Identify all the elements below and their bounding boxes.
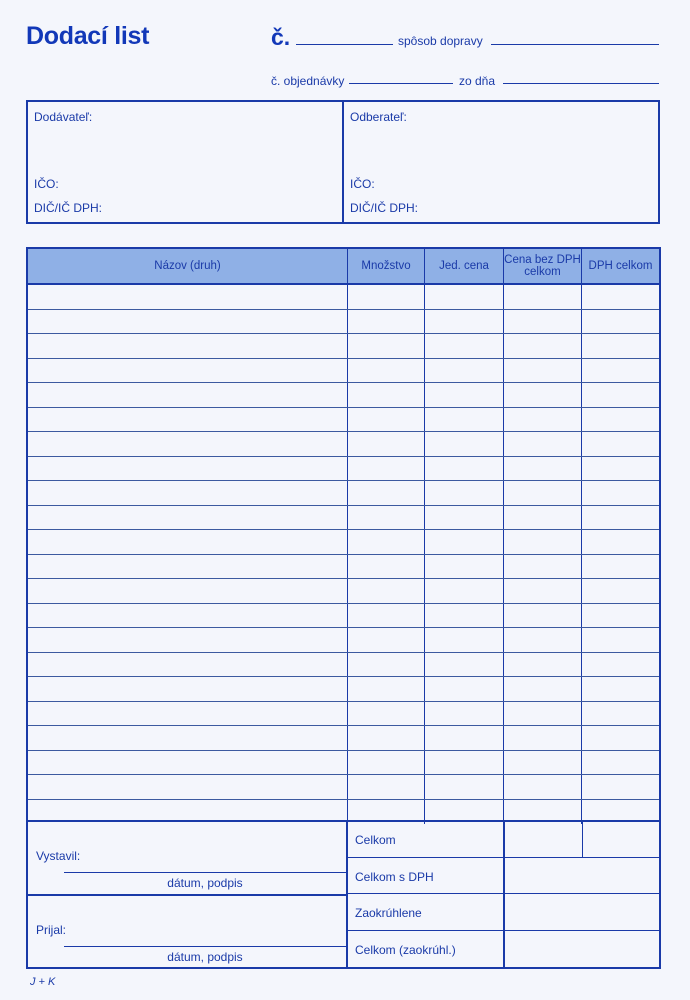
cell-quantity[interactable] bbox=[347, 677, 424, 701]
cell-name[interactable] bbox=[28, 604, 347, 628]
cell-unit-price[interactable] bbox=[424, 457, 503, 481]
order-number-field[interactable] bbox=[349, 83, 453, 84]
cell-vat-total[interactable] bbox=[581, 432, 659, 456]
cell-quantity[interactable] bbox=[347, 481, 424, 505]
cell-name[interactable] bbox=[28, 530, 347, 554]
rounding-field[interactable] bbox=[503, 894, 659, 931]
parties-box bbox=[26, 100, 660, 224]
cell-unit-price[interactable] bbox=[424, 432, 503, 456]
cell-name[interactable] bbox=[28, 285, 347, 309]
cell-quantity[interactable] bbox=[347, 579, 424, 603]
cell-unit-price[interactable] bbox=[424, 775, 503, 799]
cell-name[interactable] bbox=[28, 310, 347, 334]
cell-quantity[interactable] bbox=[347, 506, 424, 530]
issued-signature-caption: dátum, podpis bbox=[167, 876, 243, 890]
cell-net-total[interactable] bbox=[503, 530, 581, 554]
cell-name[interactable] bbox=[28, 677, 347, 701]
table-body bbox=[28, 285, 659, 824]
cell-quantity[interactable] bbox=[347, 775, 424, 799]
cell-name[interactable] bbox=[28, 653, 347, 677]
total-label-cell bbox=[348, 821, 503, 858]
total-rounded-label: Celkom (zaokrúhl.) bbox=[355, 942, 456, 957]
cell-quantity[interactable] bbox=[347, 310, 424, 334]
cell-vat-total[interactable] bbox=[581, 359, 659, 383]
cell-net-total[interactable] bbox=[503, 751, 581, 775]
cell-quantity[interactable] bbox=[347, 653, 424, 677]
transport-field[interactable] bbox=[491, 44, 659, 45]
cell-net-total[interactable] bbox=[503, 604, 581, 628]
cell-unit-price[interactable] bbox=[424, 506, 503, 530]
table-row bbox=[28, 628, 659, 653]
signatures bbox=[28, 821, 348, 967]
received-signature-line[interactable] bbox=[64, 946, 346, 947]
cell-net-total[interactable] bbox=[503, 726, 581, 750]
cell-name[interactable] bbox=[28, 506, 347, 530]
cell-name[interactable] bbox=[28, 481, 347, 505]
cell-net-total[interactable] bbox=[503, 506, 581, 530]
supplier-dic-label: DIČ/IČ DPH: bbox=[34, 201, 103, 215]
cell-unit-price[interactable] bbox=[424, 751, 503, 775]
items-table bbox=[26, 247, 661, 822]
total-with-vat-field[interactable] bbox=[503, 858, 659, 895]
received-by-label: Prijal: bbox=[36, 923, 67, 937]
cell-vat-total[interactable] bbox=[581, 383, 659, 407]
rounding-label: Zaokrúhlene bbox=[355, 906, 422, 920]
cell-vat-total[interactable] bbox=[581, 702, 659, 726]
cell-unit-price[interactable] bbox=[424, 702, 503, 726]
cell-net-total[interactable] bbox=[503, 579, 581, 603]
cell-name[interactable] bbox=[28, 628, 347, 652]
cell-name[interactable] bbox=[28, 334, 347, 358]
cell-name[interactable] bbox=[28, 775, 347, 799]
order-number-label: č. objednávky bbox=[271, 74, 345, 88]
cell-net-total[interactable] bbox=[503, 775, 581, 799]
cell-net-total[interactable] bbox=[503, 432, 581, 456]
cell-vat-total[interactable] bbox=[581, 285, 659, 309]
cell-net-total[interactable] bbox=[503, 653, 581, 677]
table-row bbox=[28, 432, 659, 457]
table-row bbox=[28, 359, 659, 384]
cell-vat-total[interactable] bbox=[581, 555, 659, 579]
table-row bbox=[28, 579, 659, 604]
supplier-ico-label: IČO: bbox=[34, 177, 59, 191]
cell-vat-total[interactable] bbox=[581, 653, 659, 677]
cell-unit-price[interactable] bbox=[424, 726, 503, 750]
cell-net-total[interactable] bbox=[503, 457, 581, 481]
cell-unit-price[interactable] bbox=[424, 383, 503, 407]
cell-quantity[interactable] bbox=[347, 359, 424, 383]
number-field[interactable] bbox=[296, 44, 393, 45]
footer-section bbox=[26, 821, 661, 969]
table-row bbox=[28, 285, 659, 310]
cell-unit-price[interactable] bbox=[424, 310, 503, 334]
total-label: Celkom bbox=[355, 833, 396, 847]
table-row bbox=[28, 775, 659, 800]
order-date-field[interactable] bbox=[503, 83, 659, 84]
cell-name[interactable] bbox=[28, 432, 347, 456]
cell-vat-total[interactable] bbox=[581, 775, 659, 799]
total-rounded-label-cell bbox=[348, 931, 503, 968]
cell-net-total[interactable] bbox=[503, 628, 581, 652]
cell-vat-total[interactable] bbox=[581, 481, 659, 505]
cell-net-total[interactable] bbox=[503, 702, 581, 726]
total-vat-label-cell bbox=[348, 858, 503, 895]
table-row bbox=[28, 653, 659, 678]
cell-vat-total[interactable] bbox=[581, 457, 659, 481]
cell-name[interactable] bbox=[28, 579, 347, 603]
table-row bbox=[28, 334, 659, 359]
cell-net-total[interactable] bbox=[503, 408, 581, 432]
cell-quantity[interactable] bbox=[347, 334, 424, 358]
table-row bbox=[28, 481, 659, 506]
customer-section[interactable] bbox=[342, 102, 658, 222]
table-row bbox=[28, 383, 659, 408]
table-row bbox=[28, 310, 659, 335]
cell-unit-price[interactable] bbox=[424, 285, 503, 309]
cell-vat-total[interactable] bbox=[581, 530, 659, 554]
received-signature-caption: dátum, podpis bbox=[167, 950, 243, 964]
cell-unit-price[interactable] bbox=[424, 334, 503, 358]
cell-quantity[interactable] bbox=[347, 751, 424, 775]
total-value-field[interactable] bbox=[503, 821, 659, 858]
cell-net-total[interactable] bbox=[503, 383, 581, 407]
cell-quantity[interactable] bbox=[347, 555, 424, 579]
cell-net-total[interactable] bbox=[503, 359, 581, 383]
table-row bbox=[28, 408, 659, 433]
cell-quantity[interactable] bbox=[347, 530, 424, 554]
column-header-name: Názov (druh) bbox=[154, 260, 221, 272]
cell-name[interactable] bbox=[28, 408, 347, 432]
table-row bbox=[28, 702, 659, 727]
cell-quantity[interactable] bbox=[347, 285, 424, 309]
cell-vat-total[interactable] bbox=[581, 604, 659, 628]
cell-unit-price[interactable] bbox=[424, 481, 503, 505]
vat-split-divider bbox=[582, 821, 583, 857]
cell-quantity[interactable] bbox=[347, 408, 424, 432]
cell-vat-total[interactable] bbox=[581, 751, 659, 775]
cell-net-total[interactable] bbox=[503, 310, 581, 334]
column-header-unit-price: Jed. cena bbox=[424, 249, 503, 283]
cell-vat-total[interactable] bbox=[581, 310, 659, 334]
total-rounded-field[interactable] bbox=[503, 931, 659, 968]
cell-unit-price[interactable] bbox=[424, 653, 503, 677]
transport-label: spôsob dopravy bbox=[398, 34, 483, 48]
publisher-mark: J + K bbox=[30, 976, 56, 988]
cell-net-total[interactable] bbox=[503, 677, 581, 701]
cell-vat-total[interactable] bbox=[581, 408, 659, 432]
table-row bbox=[28, 457, 659, 482]
cell-name[interactable] bbox=[28, 457, 347, 481]
table-header bbox=[28, 249, 659, 285]
number-label: č. bbox=[271, 24, 291, 50]
cell-net-total[interactable] bbox=[503, 285, 581, 309]
issued-signature-line[interactable] bbox=[64, 872, 346, 873]
cell-name[interactable] bbox=[28, 555, 347, 579]
table-row bbox=[28, 677, 659, 702]
table-row bbox=[28, 751, 659, 776]
cell-vat-total[interactable] bbox=[581, 677, 659, 701]
cell-quantity[interactable] bbox=[347, 702, 424, 726]
cell-net-total[interactable] bbox=[503, 481, 581, 505]
table-row bbox=[28, 506, 659, 531]
rounded-label-cell bbox=[348, 894, 503, 931]
cell-unit-price[interactable] bbox=[424, 579, 503, 603]
cell-quantity[interactable] bbox=[347, 628, 424, 652]
customer-dic-label: DIČ/IČ DPH: bbox=[350, 201, 419, 215]
cell-net-total[interactable] bbox=[503, 555, 581, 579]
cell-unit-price[interactable] bbox=[424, 359, 503, 383]
supplier-section[interactable] bbox=[28, 102, 342, 222]
cell-name[interactable] bbox=[28, 383, 347, 407]
table-row bbox=[28, 726, 659, 751]
table-row bbox=[28, 530, 659, 555]
cell-unit-price[interactable] bbox=[424, 677, 503, 701]
column-header-quantity: Množstvo bbox=[347, 249, 424, 283]
cell-net-total[interactable] bbox=[503, 334, 581, 358]
cell-name[interactable] bbox=[28, 726, 347, 750]
cell-quantity[interactable] bbox=[347, 604, 424, 628]
order-date-label: zo dňa bbox=[459, 74, 496, 88]
cell-vat-total[interactable] bbox=[581, 628, 659, 652]
supplier-label: Dodávateľ: bbox=[34, 110, 93, 124]
table-row bbox=[28, 555, 659, 580]
column-header-net-total: Cena bez DPH celkom bbox=[503, 249, 581, 283]
document-title: Dodací list bbox=[26, 22, 150, 50]
cell-vat-total[interactable] bbox=[581, 579, 659, 603]
issued-by-label: Vystavil: bbox=[36, 849, 81, 863]
cell-vat-total[interactable] bbox=[581, 726, 659, 750]
cell-quantity[interactable] bbox=[347, 726, 424, 750]
received-by-section[interactable] bbox=[28, 894, 346, 967]
cell-unit-price[interactable] bbox=[424, 530, 503, 554]
issued-by-section[interactable] bbox=[28, 821, 346, 894]
cell-unit-price[interactable] bbox=[424, 628, 503, 652]
cell-unit-price[interactable] bbox=[424, 408, 503, 432]
cell-vat-total[interactable] bbox=[581, 506, 659, 530]
cell-name[interactable] bbox=[28, 751, 347, 775]
cell-name[interactable] bbox=[28, 359, 347, 383]
table-row bbox=[28, 604, 659, 629]
cell-quantity[interactable] bbox=[347, 383, 424, 407]
cell-vat-total[interactable] bbox=[581, 334, 659, 358]
cell-quantity[interactable] bbox=[347, 432, 424, 456]
total-with-vat-label: Celkom s DPH bbox=[355, 869, 434, 884]
cell-name[interactable] bbox=[28, 702, 347, 726]
column-header-vat-total: DPH celkom bbox=[581, 249, 659, 283]
customer-label: Odberateľ: bbox=[350, 110, 407, 124]
customer-ico-label: IČO: bbox=[350, 177, 375, 191]
cell-unit-price[interactable] bbox=[424, 604, 503, 628]
cell-quantity[interactable] bbox=[347, 457, 424, 481]
cell-unit-price[interactable] bbox=[424, 555, 503, 579]
